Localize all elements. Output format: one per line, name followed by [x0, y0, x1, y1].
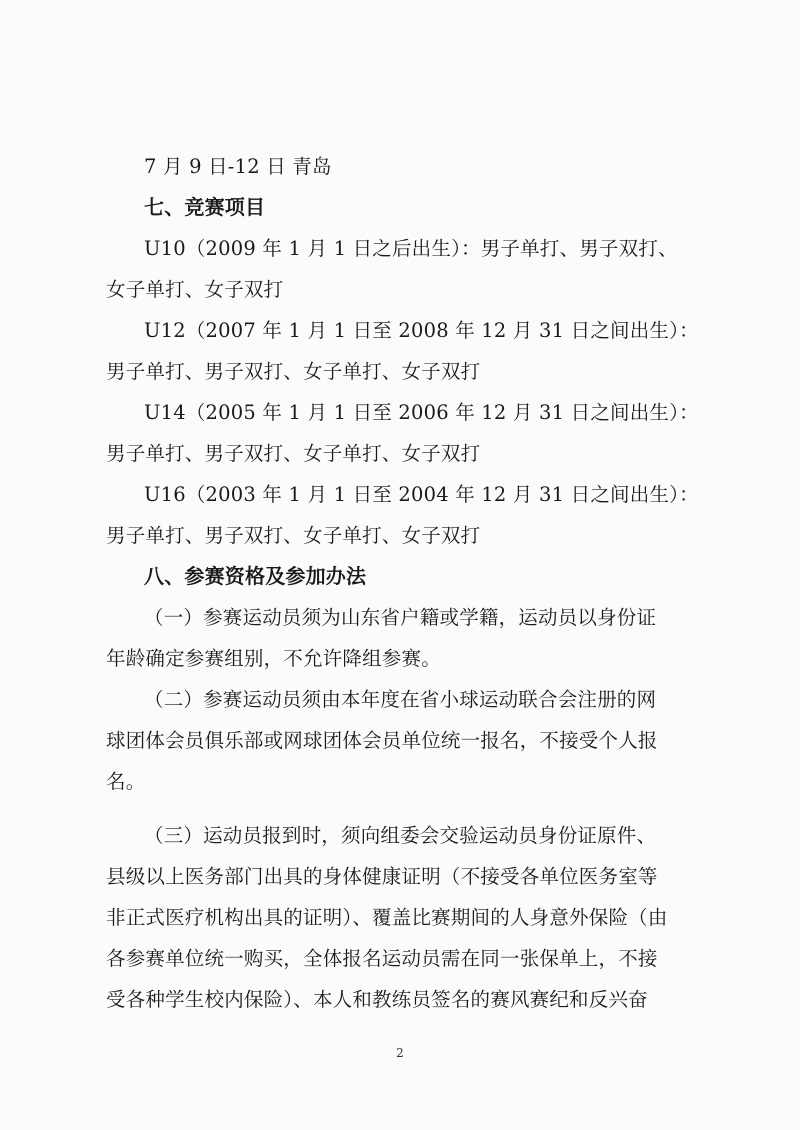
text-line: 男子单打、男子双打、女子单打、女子双打 — [106, 524, 481, 547]
text-line: U16（2003 年 1 月 1 日至 2004 年 12 月 31 日之间出生）： — [144, 483, 699, 506]
text-line: 7 月 9 日-12 日 青岛 — [144, 155, 332, 178]
paragraph-spacer — [106, 802, 696, 815]
section-heading: 七、竞赛项目 — [144, 195, 266, 219]
text-line: 男子单打、男子双打、女子单打、女子双打 — [106, 442, 481, 465]
text-line: 年龄确定参赛组别，不允许降组参赛。 — [106, 647, 441, 670]
text-line: U12（2007 年 1 月 1 日至 2008 年 12 月 31 日之间出生）： — [144, 319, 699, 342]
text-line: （二）参赛运动员须由本年度在省小球运动联合会注册的网 — [144, 688, 657, 711]
text-line: 女子单打、女子双打 — [106, 278, 284, 301]
text-line: 男子单打、男子双打、女子单打、女子双打 — [106, 360, 481, 383]
text-line: 名。 — [106, 770, 146, 793]
text-line: 县级以上医务部门出具的身体健康证明（不接受各单位医务室等 — [106, 865, 658, 888]
page-number: 2 — [396, 1046, 404, 1060]
text-line: （三）运动员报到时，须向组委会交验运动员身份证原件、 — [144, 824, 657, 847]
text-line: U10（2009 年 1 月 1 日之后出生）：男子单打、男子双打、 — [144, 237, 678, 260]
text-line: 非正式医疗机构出具的证明）、覆盖比赛期间的人身意外保险（由 — [106, 906, 668, 929]
text-line: 受各种学生校内保险）、本人和教练员签名的赛风赛纪和反兴奋 — [106, 988, 648, 1011]
text-line: 各参赛单位统一购买，全体报名运动员需在同一张保单上，不接 — [106, 947, 658, 970]
section-heading: 八、参赛资格及参加办法 — [144, 564, 367, 588]
document-body — [106, 146, 699, 1020]
text-line: U14（2005 年 1 月 1 日至 2006 年 12 月 31 日之间出生）： — [144, 401, 699, 424]
text-line: 球团体会员俱乐部或网球团体会员单位统一报名，不接受个人报 — [106, 729, 658, 752]
text-line: （一）参赛运动员须为山东省户籍或学籍，运动员以身份证 — [144, 606, 657, 629]
